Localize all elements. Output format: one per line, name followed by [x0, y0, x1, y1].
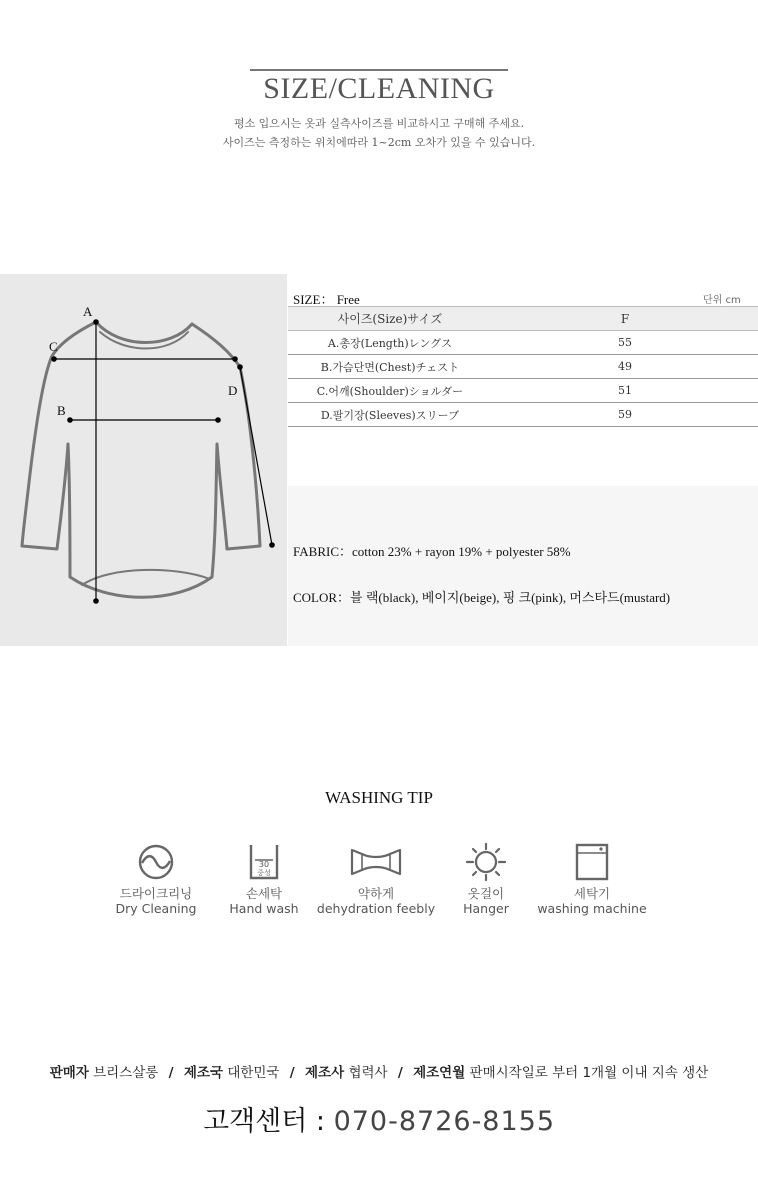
tip-label-en: washing machine — [537, 901, 647, 916]
separator: / — [397, 1065, 403, 1081]
seller-value: 브리스살롱 — [93, 1065, 159, 1081]
row-value: 59 — [492, 403, 758, 427]
column-header-f: F — [492, 307, 758, 331]
column-header-size: 사이즈(Size)サイズ — [288, 307, 492, 331]
row-label: A.총장(Length)レングス — [288, 331, 492, 355]
row-label: C.어깨(Shoulder)ショルダー — [288, 379, 492, 403]
color-info: COLOR：블 랙(black), 베이지(beige), 핑 크(pink), 머스타드(mustard) — [293, 590, 671, 605]
table-row — [288, 403, 758, 427]
seller-label: 판매자 — [49, 1065, 89, 1081]
title-rule — [250, 69, 508, 71]
point-label-d: D — [228, 383, 238, 398]
product-info-line — [0, 1061, 758, 1081]
tip-hand-wash — [222, 842, 306, 916]
maker-label: 제조사 — [305, 1065, 345, 1081]
separator: / — [289, 1065, 295, 1081]
table-row — [288, 379, 758, 403]
size-label: SIZE： Free — [293, 292, 360, 307]
row-label: D.팔기장(Sleeves)スリーブ — [288, 403, 492, 427]
unit-label: 단위 cm — [703, 295, 741, 306]
cs-phone-number[interactable]: 070-8726-8155 — [333, 1106, 556, 1137]
tip-dry-cleaning — [105, 842, 207, 916]
garment-figure-panel — [0, 274, 287, 646]
table-row — [288, 355, 758, 379]
row-value: 55 — [492, 331, 758, 355]
wring-icon — [348, 842, 404, 882]
hand-wash-detergent: 중성 — [257, 869, 271, 877]
dry-cleaning-icon — [136, 842, 176, 882]
tip-label-en: dehydration feebly — [316, 901, 436, 916]
tip-hanger — [455, 842, 517, 916]
tip-label-ko: 세탁기 — [573, 886, 611, 901]
garment-diagram — [0, 274, 287, 646]
row-label: B.가슴단면(Chest)チェスト — [288, 355, 492, 379]
date-value: 판매시작일로 부터 1개월 이내 지속 생산 — [469, 1065, 709, 1081]
table-row — [288, 331, 758, 355]
tip-wring — [311, 842, 441, 916]
separator: / — [168, 1065, 174, 1081]
tip-label-en: Dry Cleaning — [115, 901, 197, 916]
hand-wash-temp: 30 — [258, 860, 270, 869]
size-note-1: 평소 입으시는 옷과 실측사이즈를 비교하시고 구매해 주세요. — [233, 117, 525, 130]
size-table-header — [288, 307, 758, 331]
fabric-info: FABRIC：cotton 23% + rayon 19% + polyester 58% — [293, 544, 571, 559]
country-label: 제조국 — [183, 1065, 224, 1081]
tip-label-ko: 옷걸이 — [467, 886, 505, 901]
fabric-panel — [288, 486, 758, 646]
maker-value: 협력사 — [348, 1065, 388, 1081]
tip-label-ko: 약하게 — [357, 886, 395, 901]
country-value: 대한민국 — [227, 1065, 280, 1081]
tip-label-ko: 드라이크리닝 — [119, 886, 193, 901]
washing-tip-title: WASHING TIP — [325, 788, 433, 807]
tip-washing-machine — [528, 842, 656, 916]
sun-icon — [464, 842, 508, 882]
point-label-a: A — [83, 304, 93, 319]
date-label: 제조연월 — [413, 1065, 466, 1081]
hand-wash-icon — [244, 842, 284, 882]
tip-label-en: Hand wash — [229, 901, 299, 916]
point-label-c: C — [49, 339, 58, 354]
row-value: 51 — [492, 379, 758, 403]
customer-center — [0, 1099, 758, 1138]
size-note-2: 사이즈는 측정하는 위치에따라 1~2cm 오차가 있을 수 있습니다. — [222, 136, 536, 149]
cs-label: 고객센터 : — [202, 1106, 325, 1137]
page-title: SIZE/CLEANING — [263, 72, 495, 105]
point-label-b: B — [57, 403, 66, 418]
tip-label-en: Hanger — [463, 901, 509, 916]
size-table — [288, 306, 758, 427]
row-value: 49 — [492, 355, 758, 379]
washing-machine-icon — [572, 842, 612, 882]
tip-label-ko: 손세탁 — [245, 886, 283, 901]
